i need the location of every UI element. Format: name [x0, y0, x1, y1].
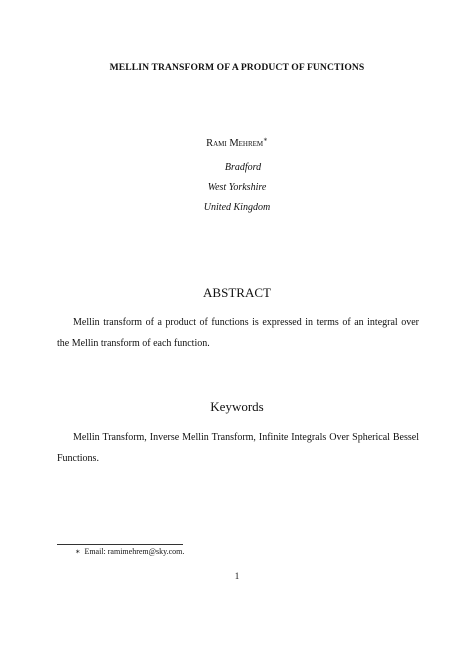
paper-title: MELLIN TRANSFORM OF A PRODUCT OF FUNCTIONS — [109, 62, 365, 73]
author-line — [0, 135, 474, 149]
abstract-heading: ABSTRACT — [203, 285, 271, 300]
keywords-heading: Keywords — [210, 399, 264, 414]
author-footnote-marker: ∗ — [263, 135, 268, 144]
footnote-divider — [57, 544, 183, 545]
footnote-marker: ∗ — [75, 547, 81, 556]
affiliation-county-text: West Yorkshire — [207, 182, 267, 193]
affiliation-city — [0, 162, 474, 173]
affiliation-county — [0, 182, 474, 193]
affiliation-country-text: United Kingdom — [203, 202, 271, 213]
author-name: Rami Mehrem — [206, 138, 264, 149]
footnote — [75, 547, 184, 556]
affiliation-country — [0, 202, 474, 213]
abstract-text: Mellin transform of a product of functions is expressed in terms of an integral over the Mellin transform of each function. — [57, 317, 419, 349]
footnote-text: Email: ramimehrem@sky.com. — [84, 547, 185, 556]
keywords-text: Mellin Transform, Inverse Mellin Transform, Infinite Integrals Over Spherical Bessel Functions. — [57, 432, 419, 464]
affiliation-city-text: Bradford — [224, 162, 262, 173]
page-number: 1 — [234, 571, 240, 581]
